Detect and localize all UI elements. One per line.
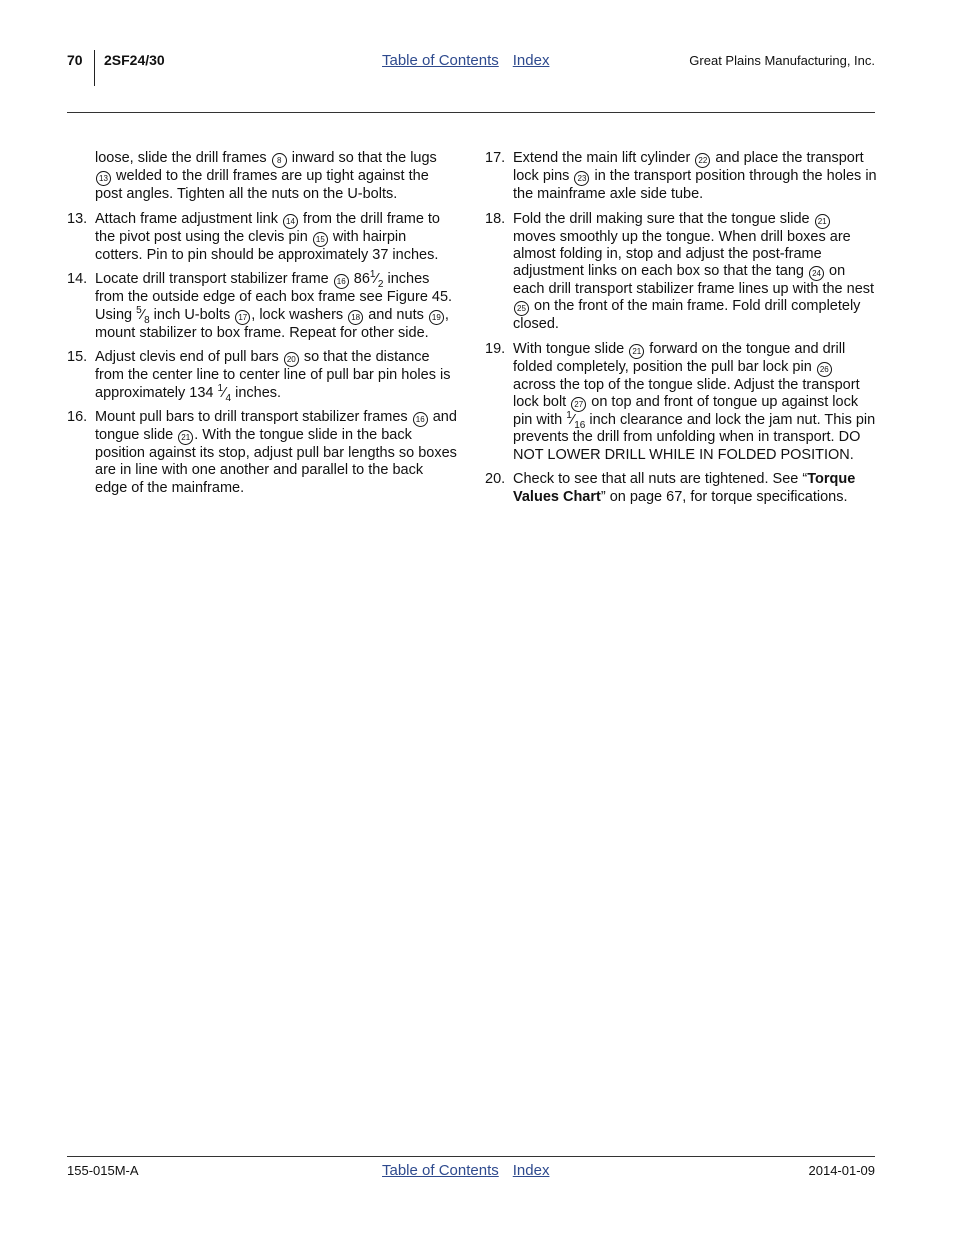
- footer-nav: [382, 1162, 549, 1179]
- document-code: 155-015M-A: [67, 1163, 139, 1178]
- torque-values-chart-reference: Torque Values Chart: [513, 471, 856, 505]
- step-text: Fold the drill making sure that the tongue slide 21 moves smoothly up the tongue. When drill boxes are almost folding in, stop and adjust the post-frame adjustment links on each box so that the tang 24 on each drill transport stabilizer frame lines up with the nest 25 on the front of the main frame. Fold drill completely closed.: [513, 210, 875, 333]
- index-link[interactable]: Index: [512, 1162, 550, 1179]
- fraction: $^1⁄_2$: [369, 269, 384, 291]
- callout-24: 24: [809, 266, 824, 281]
- step-18: [485, 211, 877, 334]
- step-15: [67, 349, 457, 404]
- fraction: $^1⁄_{16}$: [566, 410, 586, 432]
- step-number: 17.: [485, 150, 506, 166]
- callout-15: 15: [313, 232, 328, 247]
- callout-22: 22: [695, 153, 710, 168]
- callout-19: 19: [429, 310, 444, 325]
- table-of-contents-link[interactable]: Table of Contents: [382, 1162, 499, 1179]
- step-text: With tongue slide 21 forward on the tongue and drill folded completely, position the pull bar lock pin 26 across the top of the tongue slide. Adjust the transport lock bolt 27 on top and front of tongue up against lock pin with $^1⁄_{16}$ inch clearance and lock the jam nut. This pin prevents the drill from unfolding when in transport. DO NOT LOWER DRILL WHILE IN FOLDED POSITION.: [513, 341, 876, 463]
- company-name: Great Plains Manufacturing, Inc.: [689, 53, 875, 68]
- right-column: [485, 150, 877, 513]
- step-number: 18.: [485, 210, 506, 227]
- callout-25: 25: [514, 301, 529, 316]
- page-number: 70: [67, 52, 83, 68]
- continuation-paragraph: loose, slide the drill frames 8 inward so that the lugs 13 welded to the drill frames are up tight against the post angles. Tighten all the nuts on the U-bolts.: [95, 150, 437, 202]
- callout-16: 16: [413, 412, 428, 427]
- step-20: [485, 471, 877, 505]
- index-link[interactable]: Index: [512, 52, 550, 69]
- step-number: 14.: [67, 271, 88, 288]
- callout-21: 21: [178, 430, 193, 445]
- step-text: Extend the main lift cylinder 22 and place the transport lock pins 23 in the transport position through the holes in the mainframe axle side tube.: [513, 150, 877, 202]
- fraction: $^1⁄_4$: [217, 382, 232, 404]
- left-column: [67, 150, 457, 504]
- step-number: 13.: [67, 210, 88, 227]
- step-16: [67, 409, 457, 497]
- step-13: [67, 211, 457, 264]
- callout-14: 14: [283, 214, 298, 229]
- fraction: $^5⁄_8$: [136, 304, 150, 326]
- callout-16: 16: [334, 274, 349, 289]
- callout-21: 21: [629, 344, 644, 359]
- step-number: 19.: [485, 341, 506, 358]
- callout-17: 17: [235, 310, 250, 325]
- step-text: Mount pull bars to drill transport stabilizer frames 16 and tongue slide 21 . With the tongue slide in the back position against its stop, adjust pull bar lengths so boxes are in line with one another and parallel to the back edge of the mainframe.: [95, 409, 457, 496]
- callout-20: 20: [284, 352, 299, 367]
- revision-date: 2014-01-09: [808, 1163, 875, 1178]
- callout-18: 18: [348, 310, 363, 325]
- callout-26: 26: [817, 362, 832, 377]
- step-number: 20.: [485, 471, 506, 488]
- footer-rule: [67, 1156, 875, 1157]
- step-text: Check to see that all nuts are tightened. See “Torque Values Chart” on page 67, for torque specifications.: [513, 471, 856, 505]
- header-rule: [67, 112, 875, 113]
- callout-13: 13: [96, 171, 111, 186]
- step-19: [485, 341, 877, 464]
- header-nav: [382, 52, 549, 69]
- callout-21: 21: [815, 214, 830, 229]
- step-14: [67, 271, 457, 341]
- model-name: 2SF24/30: [104, 52, 165, 68]
- step-number: 16.: [67, 409, 88, 426]
- header-divider: [94, 50, 95, 86]
- step-text: Locate drill transport stabilizer frame 16 $86^1⁄_2$ inches from the outside edge of each box frame see Figure 45. Using $^5⁄_8$ inch U-bolts 17 , lock washers 18 and nuts 19 , mount stabilizer to box frame. Repeat for other side.: [95, 269, 453, 341]
- table-of-contents-link[interactable]: Table of Contents: [382, 52, 499, 69]
- callout-8: 8: [272, 153, 287, 168]
- step-text: Attach frame adjustment link 14 from the drill frame to the pivot post using the clevis pin 15 with hairpin cotters. Pin to pin should be approximately 37 inches.: [95, 210, 440, 263]
- step-text: Adjust clevis end of pull bars 20 so that the distance from the center line to center line of pull bar pin holes is approximately 134 $^1⁄_4$ inches.: [95, 349, 451, 404]
- callout-23: 23: [574, 171, 589, 186]
- step-number: 15.: [67, 349, 88, 366]
- step-17: [485, 150, 877, 203]
- callout-27: 27: [571, 397, 586, 412]
